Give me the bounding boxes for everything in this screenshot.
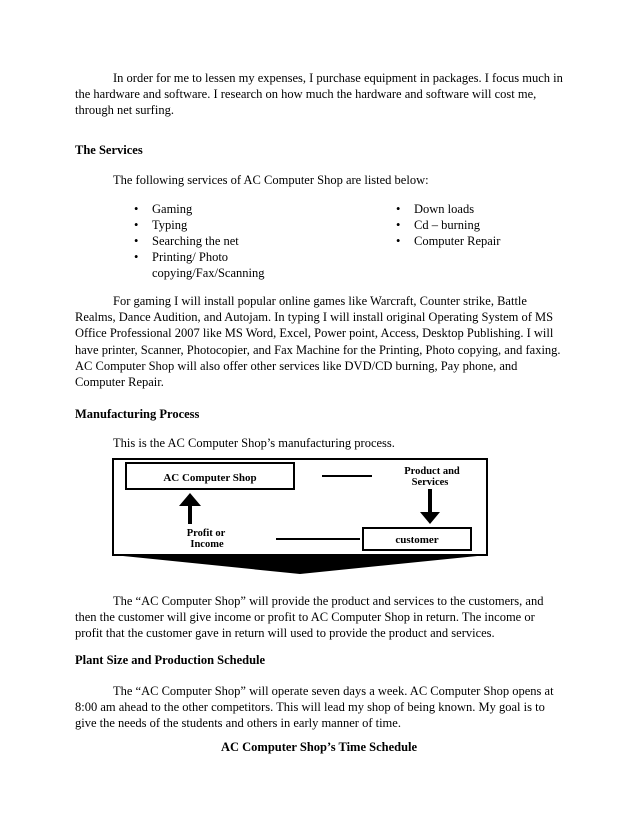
time-schedule-title: AC Computer Shop’s Time Schedule — [220, 740, 418, 754]
services-paragraph: For gaming I will install popular online games like Warcraft, Counter strike, Battle Realms, Dance Audition, and Autojam. In typing I will install original Operating System of MS Office Professional 2007 like MS Word, Excel, Power point, Access, Desktop Publishing. I will have printer, Scanner, Photocopier, and Fax Machine for the Printing, Photo copying, and faxing. AC Computer Shop will also offer other services like DVD/CD burning, Pay phone, and Computer Repair. — [75, 294, 561, 390]
services-heading: The Services — [75, 143, 143, 157]
profit-label-line2: Income — [190, 539, 224, 550]
shop-label: AC Computer Shop — [163, 472, 257, 484]
customer-label: customer — [395, 534, 439, 546]
services-list-right — [392, 201, 542, 249]
service-item: • Gaming — [130, 201, 300, 217]
manufacturing-heading: Manufacturing Process — [75, 407, 200, 421]
service-item: • Printing/ Photo copying/Fax/Scanning — [130, 249, 287, 281]
services-intro: The following services of AC Computer Shop are listed below: — [113, 173, 429, 187]
service-item: • Computer Repair — [392, 233, 542, 249]
manufacturing-intro: This is the AC Computer Shop’s manufacturing process. — [113, 436, 395, 450]
service-item: • Down loads — [392, 201, 542, 217]
manufacturing-process-diagram — [110, 456, 520, 578]
product-label-line2: Services — [411, 477, 449, 488]
manufacturing-paragraph: The “AC Computer Shop” will provide the product and services to the customers, and then the customer will give income or profit to AC Computer Shop in return. The income or profit that the customer gave in return will used to provide the product and services. — [75, 594, 544, 641]
product-label-line1: Product and — [404, 466, 460, 477]
plant-paragraph: The “AC Computer Shop” will operate seven days a week. AC Computer Shop opens at 8:00 am ahead to the other competitors. This will lead my shop of being known. My goal is to give the needs of the students and others in early manner of time. — [75, 684, 554, 731]
plant-heading: Plant Size and Production Schedule — [75, 653, 266, 667]
intro-paragraph: In order for me to lessen my expenses, I purchase equipment in packages. I focus much in the hardware and software. I research on how much the hardware and software will cost me, through net surfing. — [75, 71, 563, 118]
services-list-left — [130, 201, 300, 281]
service-item: • Typing — [130, 217, 300, 233]
profit-label-line1: Profit or — [186, 528, 226, 539]
service-item: • Cd – burning — [392, 217, 542, 233]
diagram-bottom-arrow — [113, 555, 487, 574]
service-item: • Searching the net — [130, 233, 300, 249]
